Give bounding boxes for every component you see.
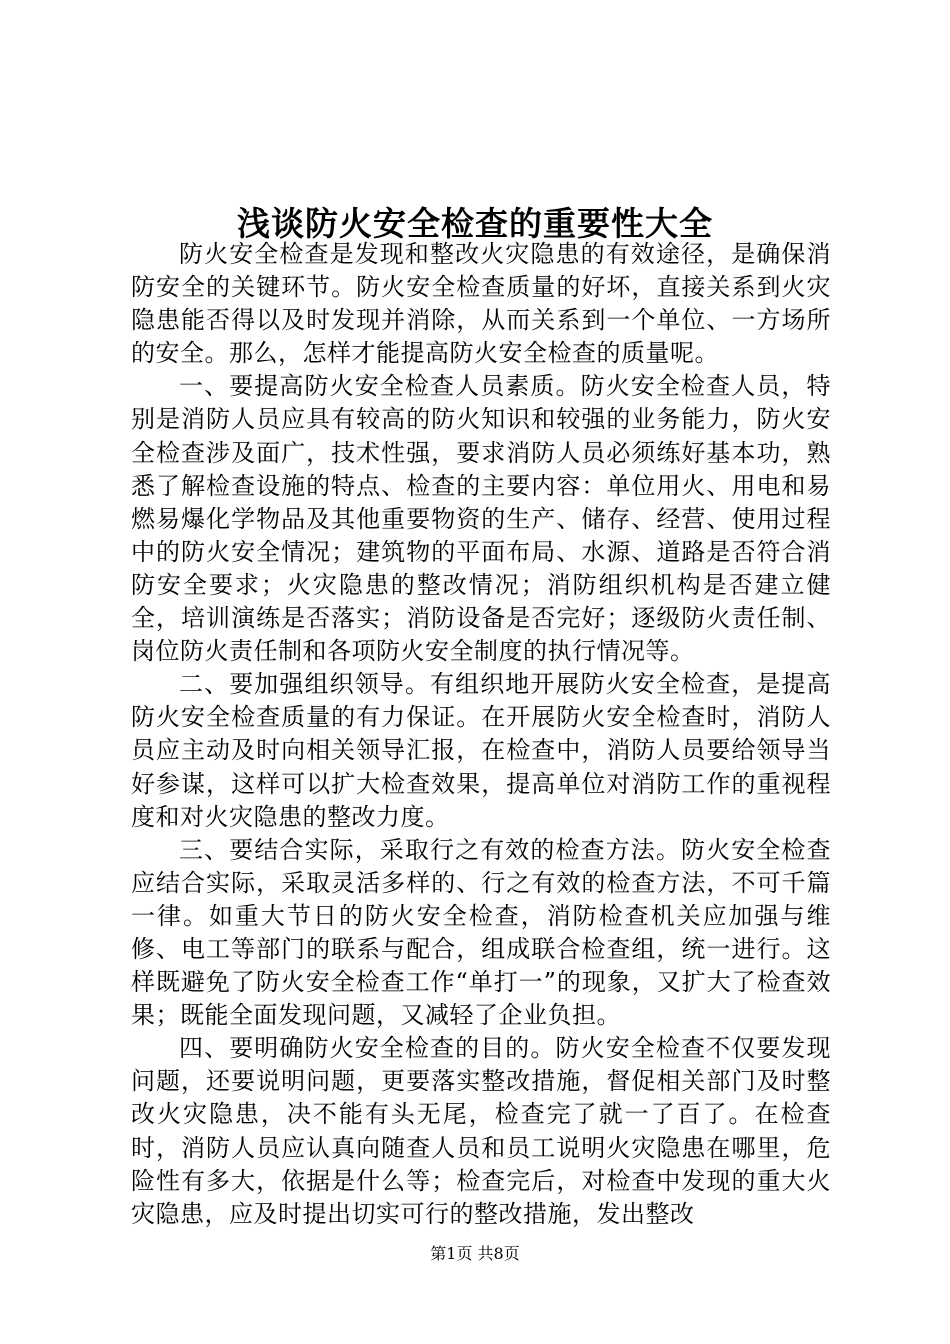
document-title: 浅谈防火安全检查的重要性大全 (237, 204, 713, 244)
paragraph-section-2: 二、要加强组织领导。有组织地开展防火安全检查，是提高防火安全检查质量的有力保证。在开展防火安全检查时，消防人员应主动及时向相关领导汇报，在检查中，消防人员要给领导当好参谋，这样可以扩大检查效果，提高单位对消防工作的重视程度和对火灾隐患的整改力度。 (131, 670, 831, 831)
paragraph-section-3: 三、要结合实际，采取行之有效的检查方法。防火安全检查应结合实际，采取灵活多样的、行之有效的检查方法，不可千篇一律。如重大节日的防火安全检查，消防检查机关应加强与维修、电工等部门的联系与配合，组成联合检查组，统一进行。这样既避免了防火安全检查工作“单打一”的现象，又扩大了检查效果；既能全面发现问题，又减轻了企业负担。 (131, 835, 831, 1030)
paragraph-section-1: 一、要提高防火安全检查人员素质。防火安全检查人员，特别是消防人员应具有较高的防火知识和较强的业务能力，防火安全检查涉及面广，技术性强，要求消防人员必须练好基本功，熟悉了解检查设施的特点、检查的主要内容：单位用火、用电和易燃易爆化学物品及其他重要物资的生产、储存、经营、使用过程中的防火安全情况；建筑物的平面布局、水源、道路是否符合消防安全要求；火灾隐患的整改情况；消防组织机构是否建立健全，培训演练是否落实；消防设备是否完好；逐级防火责任制、岗位防火责任制和各项防火安全制度的执行情况等。 (131, 372, 831, 666)
document-body (131, 238, 831, 1231)
paragraph-section-4: 四、要明确防火安全检查的目的。防火安全检查不仅要发现问题，还要说明问题，更要落实整改措施，督促相关部门及时整改火灾隐患，决不能有头无尾，检查完了就一了百了。在检查时，消防人员应认真向随查人员和员工说明火灾隐患在哪里，危险性有多大，依据是什么等；检查完后，对检查中发现的重大火灾隐患，应及时提出切实可行的整改措施，发出整改 (131, 1034, 831, 1228)
page-number-footer: 第1页 共8页 (430, 1244, 520, 1263)
paragraph-intro: 防火安全检查是发现和整改火灾隐患的有效途径，是确保消防安全的关键环节。防火安全检查质量的好坏，直接关系到火灾隐患能否得以及时发现并消除，从而关系到一个单位、一方场所的安全。那么，怎样才能提高防火安全检查的质量呢。 (131, 240, 831, 368)
